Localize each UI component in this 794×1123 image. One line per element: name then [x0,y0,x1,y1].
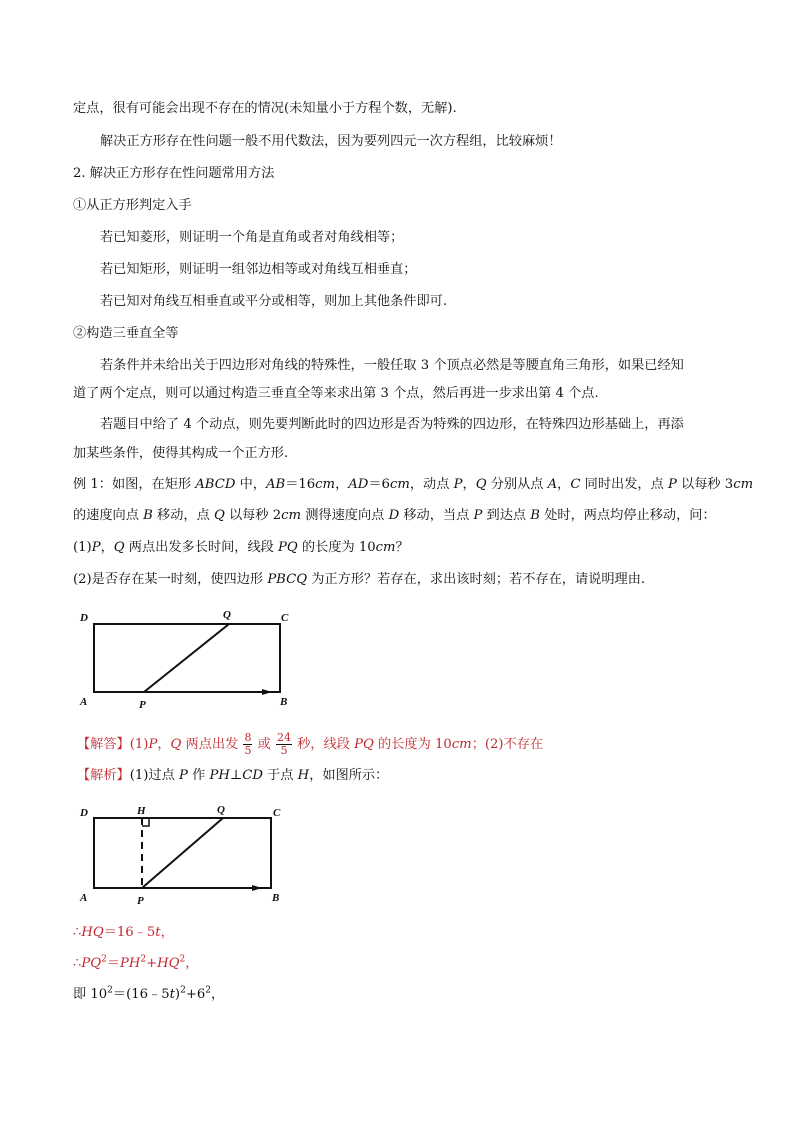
label-q-2: Q [217,804,225,816]
text-line-12: 加某些条件，使得其构成一个正方形. [73,446,289,461]
arrow-head [262,689,272,695]
answer-line: 【解答】(1)P，Q 两点出发 $\frac{8}{5}$ 或 $\frac{24}{5}$ 秒，线段 PQ 的长度为 10cm；(2)不存在 [77,731,544,757]
question-2: (2)是否存在某一时刻，使四边形 PBCQ 为正方形？若存在，求出该时刻；若不存在，请说明理由. [73,572,646,587]
method-1-heading: ①从正方形判定入手 [73,198,192,213]
section-heading-2: 2. 解决正方形存在性问题常用方法 [73,166,275,181]
label-a: A [80,696,88,708]
label-p-2: P [137,895,144,907]
arrow-head-2 [252,885,262,891]
text-line-9: 若条件并未给出关于四边形对角线的特殊性，一般任取 3 个顶点必然是等腰直角三角形，如果已经知 [100,358,684,373]
example-line-2: 的速度向点 B 移动，点 Q 以每秒 2cm 测得速度向点 D 移动，当点 P 到达点 B 处时，两点均停止移动，问： [73,508,716,523]
equation-1: ∴HQ＝16﹣5t， [73,925,174,940]
text-line-10: 道了两个定点，则可以通过构造三垂直全等来求出第 3 个点，然后再进一步求出第 4 个点. [73,386,599,401]
label-h: H [137,805,146,817]
analysis-line: 【解析】(1)过点 P 作 PH⊥CD 于点 H，如图所示： [77,768,389,783]
example-line-1: 例 1：如图，在矩形 ABCD 中，AB＝16cm，AD＝6cm，动点 P，Q 分别从点 A，C 同时出发，点 P 以每秒 3cm [73,477,754,492]
segment-pq-2 [142,818,223,888]
text-line-5: 若已知菱形，则证明一个角是直角或者对角线相等； [100,230,404,245]
label-b: B [280,696,288,708]
text-line-11: 若题目中给了 4 个动点，则先要判断此时的四边形是否为特殊的四边形，在特殊四边形基础上，再添 [100,417,684,432]
label-d-2: D [80,807,88,819]
label-b-2: B [272,892,280,904]
text-line-1: 定点，很有可能会出现不存在的情况(未知量小于方程个数，无解). [73,101,457,116]
label-p: P [139,699,146,711]
label-c: C [281,612,289,624]
label-c-2: C [273,807,281,819]
text-line-6: 若已知矩形，则证明一组邻边相等或对角线互相垂直； [100,262,417,277]
question-1: (1)P，Q 两点出发多长时间，线段 PQ 的长度为 10cm？ [73,540,409,555]
text-line-7: 若已知对角线互相垂直或平分或相等，则加上其他条件即可. [100,294,448,309]
fraction-8-5: $\frac{8}{5}$ [244,731,252,757]
equation-3: 即 $10^2=(16﹣5t)^2+6^2$， [73,985,225,1002]
label-a-2: A [80,892,88,904]
method-2-heading: ②构造三垂直全等 [73,326,179,341]
label-d: D [80,612,88,624]
figure-2-rectangle [76,800,296,908]
label-q: Q [223,609,231,621]
figure-1-rectangle [76,605,306,713]
fraction-24-5: $\frac{24}{5}$ [277,731,292,757]
text-line-2: 解决正方形存在性问题一般不用代数法，因为要列四元一次方程组，比较麻烦！ [100,134,562,149]
segment-pq [144,624,229,692]
right-angle-mark [142,818,149,826]
equation-2: $\therefore PQ^2=PH^2+HQ^2$， [73,954,199,971]
